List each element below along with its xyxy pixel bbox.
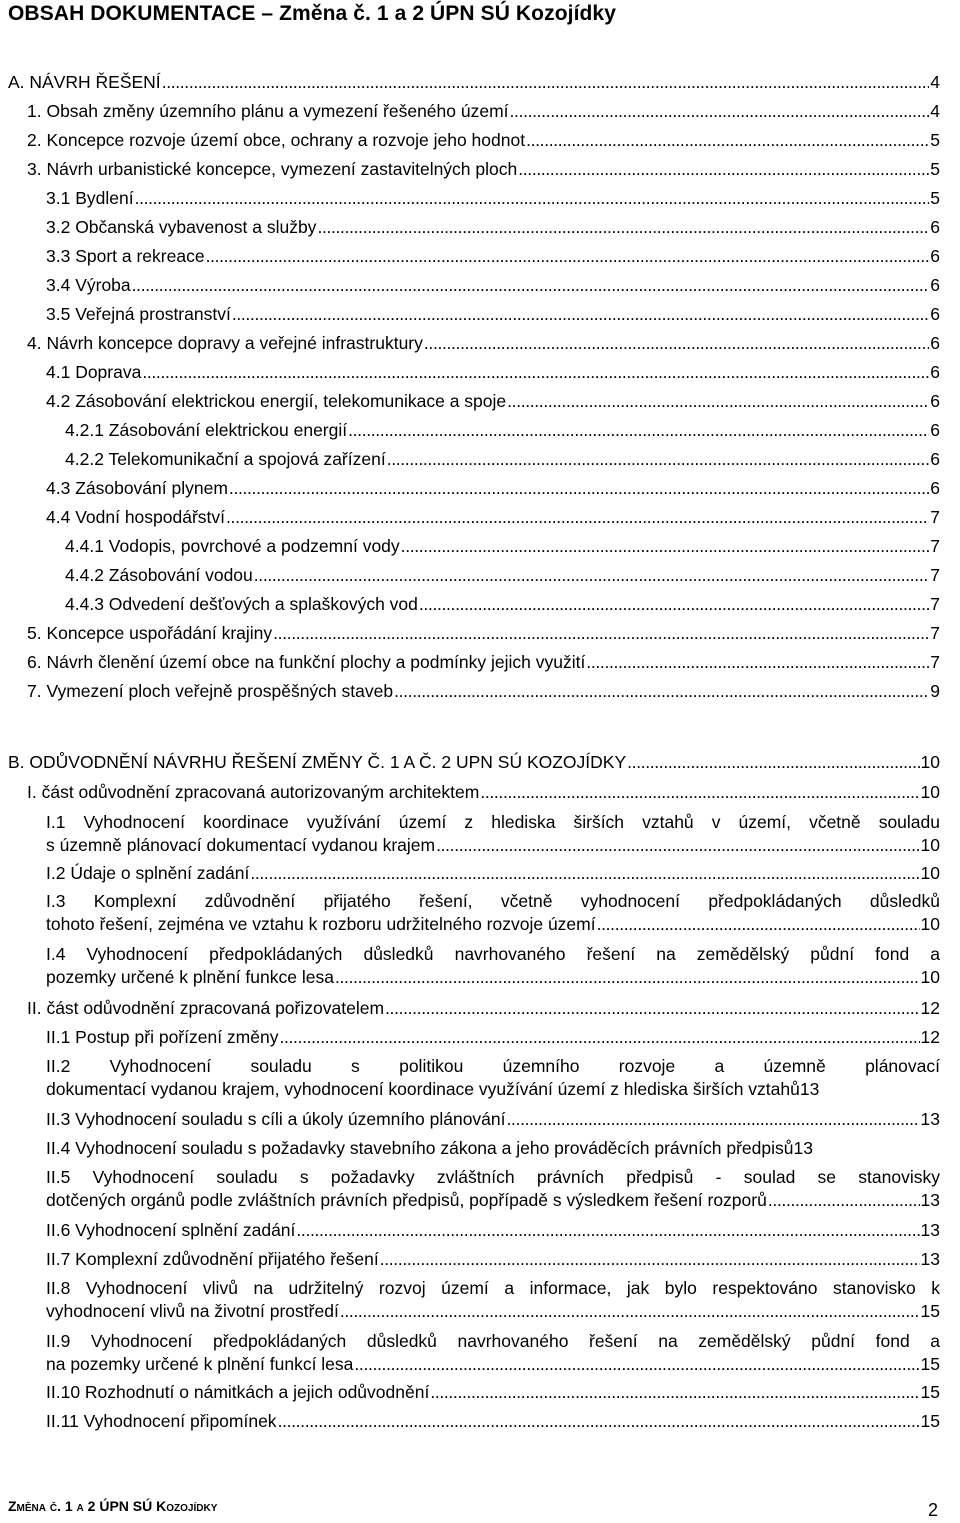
toc-entry-text: 4.4.3 Odvedení dešťových a splaškových vod (65, 594, 418, 614)
toc-entry-text: II.11 Vyhodnocení připomínek (46, 1411, 277, 1431)
leader-dots (436, 834, 919, 857)
toc-page-number: 6 (930, 333, 940, 353)
toc-entry-text: vyhodnocení vlivů na životní prostředí (46, 1300, 339, 1321)
leader-dots (518, 158, 929, 180)
toc-entry-text: A. NÁVRH ŘEŠENÍ (8, 72, 161, 92)
toc-entry-text: II. část odůvodnění zpracovaná pořizovatelem (27, 998, 385, 1018)
leader-dots (526, 129, 929, 151)
toc-entry[interactable] (46, 245, 940, 267)
toc-entry[interactable] (46, 1330, 940, 1375)
toc-entry-text: 1. Obsah změny územního plánu a vymezení řešeného území (27, 101, 509, 121)
leader-dots (394, 680, 929, 702)
toc-entry-text: 7. Vymezení ploch veřejně prospěšných staveb (27, 681, 394, 701)
toc-entry-text: 3. Návrh urbanistické koncepce, vymezení zastavitelných ploch (27, 159, 518, 179)
leader-dots (424, 332, 929, 354)
toc-entry[interactable] (65, 564, 940, 586)
toc-entry-text: 6. Návrh členění území obce na funkční plochy a podmínky jejich využití (27, 652, 586, 672)
leader-dots (254, 564, 929, 586)
leader-dots (627, 751, 919, 773)
toc-page-number: 7 (930, 652, 940, 672)
leader-dots (162, 71, 930, 93)
leader-dots (229, 477, 929, 499)
toc-entry-text: I.1 Vyhodnocení koordinace využívání území z hlediska širších vztahů v území, včetně souladu (46, 812, 940, 832)
toc-page-number: 10 (920, 863, 940, 883)
toc-page-number: 5 (930, 130, 940, 150)
toc-page-number: 12 (920, 1027, 940, 1047)
toc-entry[interactable] (27, 332, 940, 354)
toc-entry-text: II.1 Postup při pořízení změny (46, 1027, 279, 1047)
toc-entry[interactable] (8, 751, 940, 773)
toc-entry-text: I.4 Vyhodnocení předpokládaných důsledků navrhovaného řešení na zemědělský půdní fond a (46, 944, 940, 964)
toc-entry-text: pozemky určené k plnění funkce lesa (46, 966, 334, 987)
leader-dots (419, 593, 929, 615)
toc-entry-text: II.3 Vyhodnocení souladu s cíli a úkoly územního plánování (46, 1109, 506, 1129)
leader-dots (597, 913, 920, 936)
toc-entry[interactable] (46, 1108, 940, 1130)
toc-entry[interactable] (46, 862, 940, 884)
toc-entry[interactable] (46, 216, 940, 238)
toc-page-number: 5 (930, 159, 940, 179)
toc-entry[interactable] (46, 303, 940, 325)
leader-dots (768, 1189, 920, 1212)
toc-page-number: 13 (920, 1189, 940, 1210)
toc-entry[interactable] (27, 158, 940, 180)
toc-entry-text: 3.1 Bydlení (46, 188, 134, 208)
toc-entry-text: 2. Koncepce rozvoje území obce, ochrany a rozvoje jeho hodnot (27, 130, 526, 150)
leader-dots (401, 535, 930, 557)
toc-page-number: 5 (930, 188, 940, 208)
toc-entry[interactable] (46, 1219, 940, 1241)
toc-entry[interactable] (27, 651, 940, 673)
toc-entry[interactable] (46, 477, 940, 499)
toc-entry[interactable] (27, 997, 940, 1019)
leader-dots (480, 781, 919, 803)
leader-dots (380, 1248, 920, 1270)
leader-dots (142, 361, 929, 383)
leader-dots (385, 997, 920, 1019)
toc-page-number: 9 (930, 681, 940, 701)
toc-entry[interactable] (27, 781, 940, 803)
leader-dots (135, 187, 930, 209)
toc-entry-text: II.6 Vyhodnocení splnění zadání (46, 1220, 296, 1240)
toc-entry-text: II.10 Rozhodnutí o námitkách a jejich odůvodnění (46, 1382, 430, 1402)
toc-entry-text: 4.1 Doprava (46, 362, 142, 382)
toc-entry[interactable] (46, 1026, 940, 1048)
toc-entry[interactable] (65, 535, 940, 557)
toc-entry[interactable] (65, 593, 940, 615)
toc-entry[interactable] (46, 1381, 940, 1403)
toc-page-number: 7 (930, 536, 940, 556)
toc-entry[interactable] (46, 1410, 940, 1432)
toc-page-number: 10 (920, 782, 940, 802)
toc-entry-text: I.3 Komplexní zdůvodnění přijatého řešení, včetně vyhodnocení předpokládaných důsledků (46, 891, 940, 911)
toc-page-number: 15 (920, 1382, 940, 1402)
toc-entry-text: 4.4.2 Zásobování vodou (65, 565, 253, 585)
toc-page-number: 10 (920, 966, 940, 987)
toc-entry-text: 3.5 Veřejná prostranství (46, 304, 231, 324)
leader-dots (278, 1410, 920, 1432)
toc-entry[interactable] (27, 622, 940, 644)
leader-dots (296, 1219, 919, 1241)
toc-entry-text: dotčených orgánů podle zvláštních právních předpisů, popřípadě s výsledkem řešení rozporů (46, 1189, 767, 1210)
toc-entry-text: s územně plánovací dokumentací vydanou krajem (46, 834, 436, 855)
leader-dots (317, 216, 929, 238)
toc-page-number: 4 (930, 101, 940, 121)
toc-entry[interactable] (27, 680, 940, 702)
toc-page-number: 13 (920, 1220, 940, 1240)
leader-dots (132, 274, 930, 296)
toc-entry[interactable] (46, 390, 940, 412)
toc-entry[interactable] (46, 506, 940, 528)
toc-page-number: 10 (920, 752, 940, 772)
toc-page-number: 6 (930, 217, 940, 237)
toc-page-number: 7 (930, 623, 940, 643)
toc-page-number: 6 (930, 478, 940, 498)
toc-entry-text: 4.2.1 Zásobování elektrickou energií (65, 420, 348, 440)
leader-dots (507, 1108, 920, 1130)
toc-page-number: 15 (920, 1353, 940, 1374)
toc-entry[interactable] (46, 1166, 940, 1211)
leader-dots (586, 651, 929, 673)
leader-dots (279, 1026, 919, 1048)
document-title: OBSAH DOKUMENTACE – Změna č. 1 a 2 ÚPN SÚ Kozojídky (8, 2, 616, 25)
toc-page-number: 7 (930, 565, 940, 585)
toc-entry-text: I. část odůvodnění zpracovaná autorizovaným architektem (27, 782, 480, 802)
leader-dots (206, 245, 930, 267)
toc-entry-text: 4.2 Zásobování elektrickou energií, telekomunikace a spoje (46, 391, 507, 411)
toc-entry[interactable] (46, 187, 940, 209)
toc-entry[interactable] (27, 129, 940, 151)
leader-dots (430, 1381, 919, 1403)
toc-entry-text: II.7 Komplexní zdůvodnění přijatého řešení (46, 1249, 379, 1269)
toc-entry[interactable] (8, 71, 940, 93)
leader-dots (232, 303, 929, 325)
toc-page-number: 4 (930, 72, 940, 92)
toc-entry-text: II.8 Vyhodnocení vlivů na udržitelný rozvoj území a informace, jak bylo respektováno stanovisko k (46, 1278, 940, 1298)
toc-entry[interactable] (46, 943, 940, 988)
toc-page-number: 7 (930, 594, 940, 614)
toc-entry-text: II.4 Vyhodnocení souladu s požadavky stavebního zákona a jeho prováděcích právních předpisů (46, 1138, 794, 1158)
leader-dots (354, 1353, 919, 1376)
toc-page-number: 6 (930, 304, 940, 324)
toc-entry[interactable] (46, 890, 940, 935)
toc-entry-text: 4.4.1 Vodopis, povrchové a podzemní vody (65, 536, 400, 556)
toc-entry[interactable] (46, 811, 940, 856)
leader-dots (340, 1300, 920, 1323)
toc-entry[interactable] (46, 1277, 940, 1322)
toc-page-number: 6 (930, 420, 940, 440)
toc-page-number: 12 (920, 998, 940, 1018)
toc-entry[interactable] (65, 419, 940, 441)
toc-page-number: 6 (930, 246, 940, 266)
toc-entry-text: 3.4 Výroba (46, 275, 131, 295)
leader-dots (335, 966, 920, 989)
toc-entry-text: II.9 Vyhodnocení předpokládaných důsledků navrhovaného řešení na zemědělský půdní fond a (46, 1331, 940, 1351)
toc-entry-text: 3.3 Sport a rekreace (46, 246, 205, 266)
toc-entry[interactable] (46, 1055, 940, 1100)
toc-page-number: 10 (920, 834, 940, 855)
toc-entry-text: 5. Koncepce uspořádání krajiny (27, 623, 273, 643)
toc-entry-text: 4.3 Zásobování plynem (46, 478, 228, 498)
toc-page-number: 10 (920, 913, 940, 934)
footer-page-number: 2 (927, 1500, 938, 1520)
leader-dots (510, 100, 930, 122)
toc-entry[interactable] (46, 1248, 940, 1270)
toc-entry[interactable] (27, 100, 940, 122)
leader-dots (273, 622, 929, 644)
toc-entry-text: I.2 Údaje o splnění zadání (46, 863, 250, 883)
leader-dots (250, 862, 919, 884)
toc-entry[interactable] (46, 1137, 960, 1159)
toc-entry[interactable] (46, 361, 940, 383)
toc-page-number: 6 (930, 391, 940, 411)
toc-page-number: 7 (930, 507, 940, 527)
toc-entry-text: 4.4 Vodní hospodářství (46, 507, 226, 527)
toc-entry-text: 3.2 Občanská vybavenost a služby (46, 217, 317, 237)
toc-page-number: 13 (793, 1138, 813, 1158)
toc-entry-text: 4. Návrh koncepce dopravy a veřejné infrastruktury (27, 333, 423, 353)
toc-entry[interactable] (46, 274, 940, 296)
toc-page-number: 6 (930, 449, 940, 469)
toc-entry-text: II.2 Vyhodnocení souladu s politikou územního rozvoje a územně plánovací (46, 1056, 940, 1076)
toc-page-number: 13 (920, 1249, 940, 1269)
leader-dots (226, 506, 929, 528)
toc-page-number: 13 (799, 1078, 820, 1099)
leader-dots (387, 448, 930, 470)
toc-page-number: 13 (920, 1109, 940, 1129)
footer-document-name: Změna č. 1 a 2 ÚPN SÚ Kozojídky (8, 1498, 218, 1514)
toc-entry-text: II.5 Vyhodnocení souladu s požadavky zvláštních právních předpisů - soulad se stanovisky (46, 1167, 940, 1187)
toc-page-number: 15 (920, 1411, 940, 1431)
toc-entry-text: dokumentací vydanou krajem, vyhodnocení koordinace využívání území z hlediska širších vztahů (46, 1078, 800, 1099)
toc-entry-text: 4.2.2 Telekomunikační a spojová zařízení (65, 449, 386, 469)
leader-dots (348, 419, 929, 441)
toc-entry[interactable] (65, 448, 940, 470)
toc-entry-text: B. ODŮVODNĚNÍ NÁVRHU ŘEŠENÍ ZMĚNY Č. 1 A Č. 2 UPN SÚ KOZOJÍDKY (8, 752, 627, 772)
toc-page-number: 6 (930, 275, 940, 295)
toc-page-number: 15 (920, 1300, 940, 1321)
toc-page-number: 6 (930, 362, 940, 382)
leader-dots (507, 390, 929, 412)
toc-entry-text: tohoto řešení, zejména ve vztahu k rozboru udržitelného rozvoje území (46, 913, 596, 934)
toc-entry-text: na pozemky určené k plnění funkcí lesa (46, 1353, 354, 1374)
